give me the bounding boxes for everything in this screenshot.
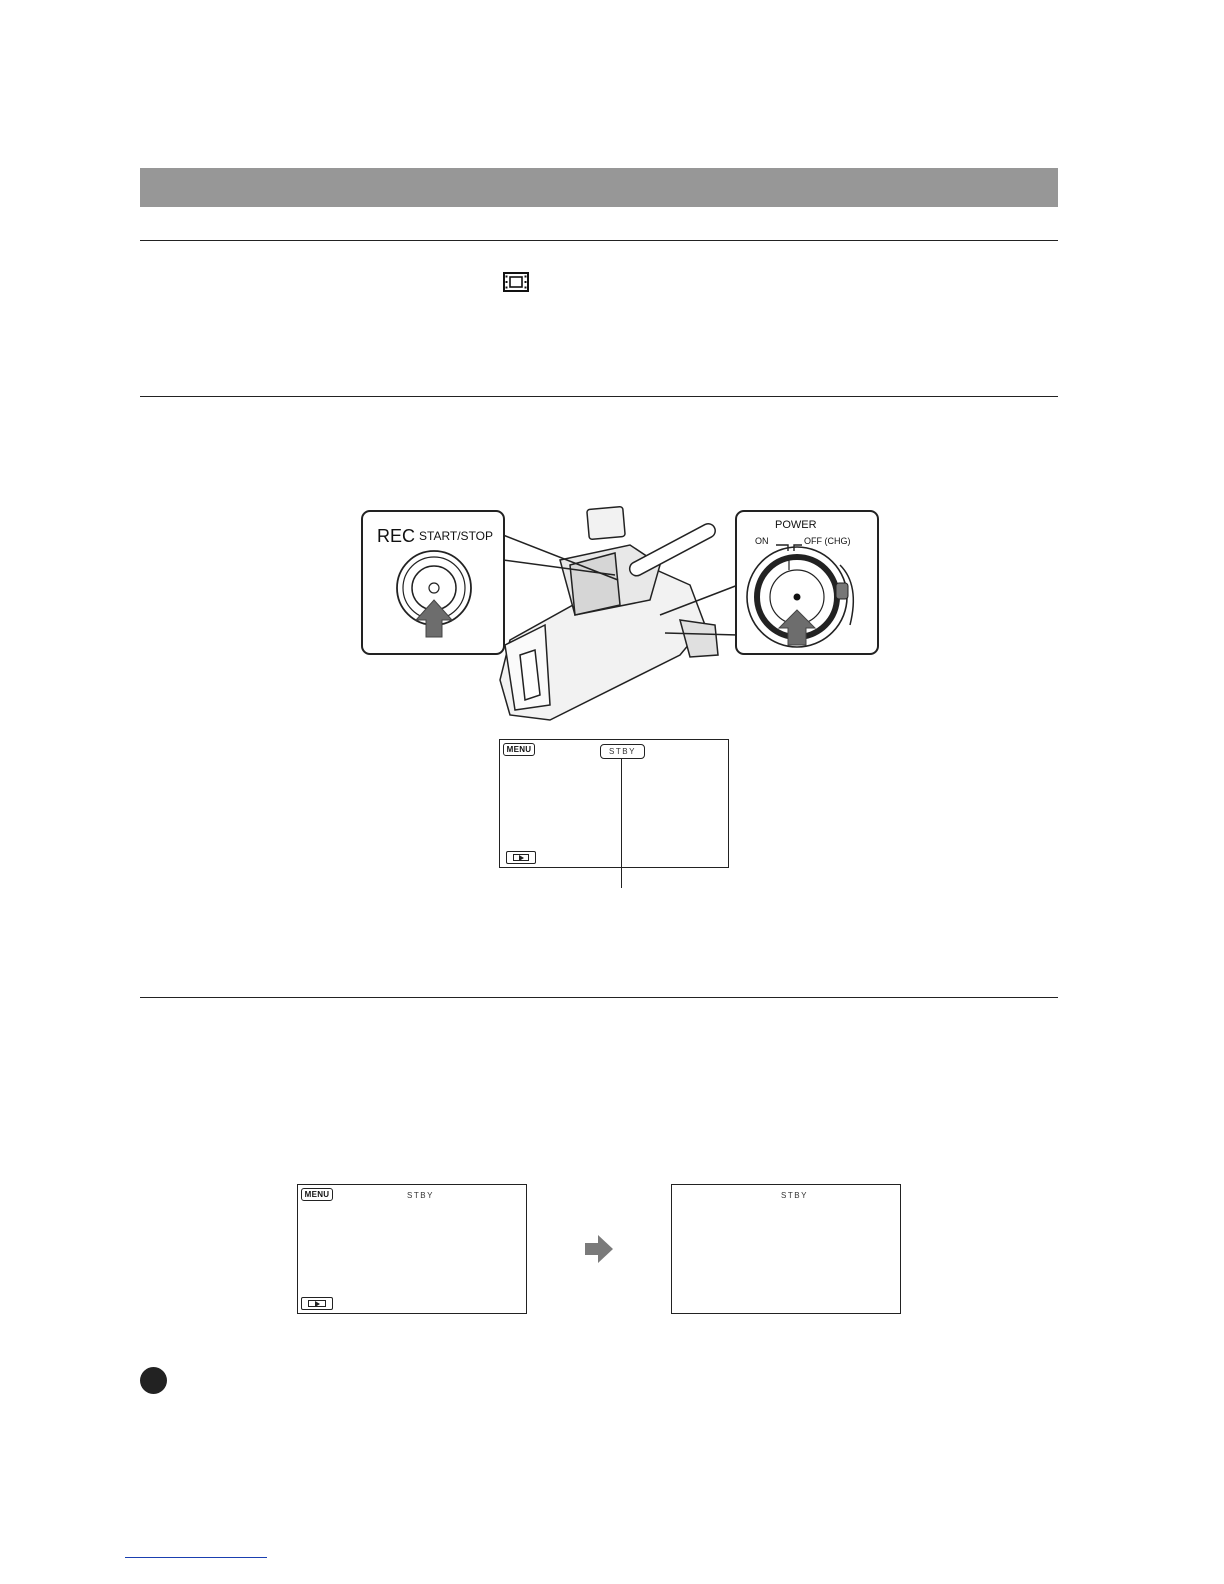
status-callout-line (621, 758, 622, 888)
playback-button[interactable] (506, 851, 536, 864)
section-header-bar (140, 168, 1058, 207)
recording-status-indicator: STBY (407, 1191, 434, 1200)
bullet-icon (140, 1367, 167, 1394)
start-stop-label: START/STOP (419, 529, 494, 543)
power-off-chg-label: OFF (CHG) (804, 536, 851, 546)
lcd-screen-before (297, 1184, 527, 1314)
power-label: POWER (775, 519, 817, 531)
lcd-screen-main (499, 739, 729, 868)
playback-button[interactable] (301, 1297, 333, 1310)
movie-mode-icon (503, 272, 529, 292)
step-divider-1 (140, 240, 1058, 241)
power-on-label: ON (755, 536, 769, 546)
menu-button[interactable]: MENU (301, 1188, 333, 1201)
menu-button[interactable]: MENU (503, 743, 535, 756)
lcd-screen-after (671, 1184, 901, 1314)
play-icon (315, 1301, 320, 1307)
recording-status-indicator: STBY (600, 744, 645, 759)
rec-label: REC (377, 526, 416, 546)
play-icon (519, 855, 524, 861)
recording-status-indicator: STBY (781, 1191, 808, 1200)
step-divider-2 (140, 396, 1058, 397)
power-switch-inset (736, 511, 878, 654)
camcorder-body (500, 506, 718, 720)
camcorder-illustration (360, 505, 882, 735)
footer-link-underline[interactable] (125, 1557, 267, 1558)
step-divider-3 (140, 997, 1058, 998)
right-arrow-icon (584, 1234, 614, 1264)
